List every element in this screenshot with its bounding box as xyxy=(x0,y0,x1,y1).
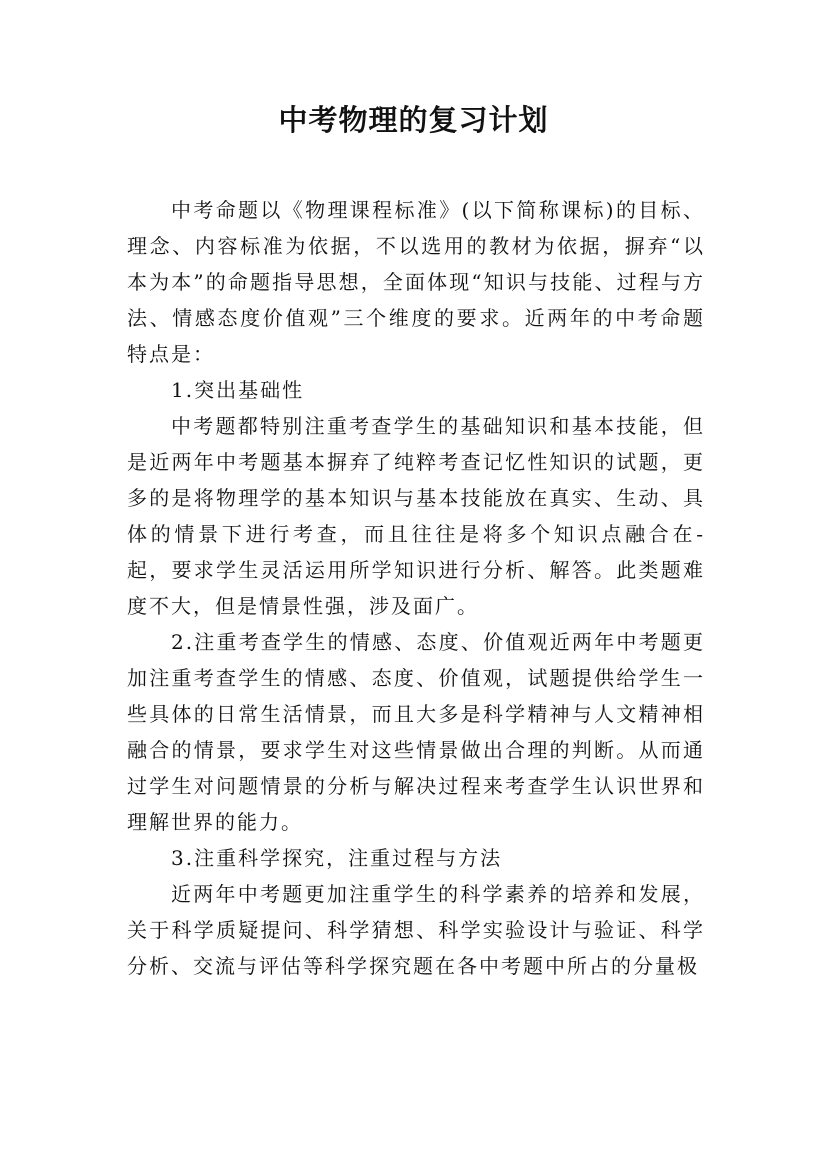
document-body xyxy=(127,192,705,984)
section-heading-1: 1.突出基础性 xyxy=(171,378,305,402)
document-title: 中考物理的复习计划 xyxy=(278,103,549,137)
section-2-paragraph: 2.注重考查学生的情感、态度、价值观近两年中考题更加注重考查学生的情感、态度、价值观，试题提供给学生一些具体的日常生活情景，而且大多是科学精神与人文精神相融合的情景，要求学生对这些情景做出合理的判断。从而通过学生对问题情景的分析与解决过程来考查学生认识世界和理解世界的能力。 xyxy=(127,630,705,834)
intro-paragraph: 中考命题以《物理课程标准》(以下简称课标)的目标、理念、内容标准为依据，不以选用的教材为依据，摒弃“以本为本”的命题指导思想，全面体现“知识与技能、过程与方法、情感态度价值观”三个维度的要求。近两年的中考命题特点是： xyxy=(127,198,705,366)
section-3-paragraph: 近两年中考题更加注重学生的科学素养的培养和发展，关于科学质疑提问、科学猜想、科学实验设计与验证、科学分析、交流与评估等科学探究题在各中考题中所占的分量极 xyxy=(127,882,705,978)
section-1-paragraph: 中考题都特别注重考查学生的基础知识和基本技能，但是近两年中考题基本摒弃了纯粹考查记忆性知识的试题，更多的是将物理学的基本知识与基本技能放在真实、生动、具体的情景下进行考查，而且往往是将多个知识点融合在-起，要求学生灵活运用所学知识进行分析、解答。此类题难度不大，但是情景性强，涉及面广。 xyxy=(127,414,705,618)
section-heading-3: 3.注重科学探究，注重过程与方法 xyxy=(171,846,503,870)
